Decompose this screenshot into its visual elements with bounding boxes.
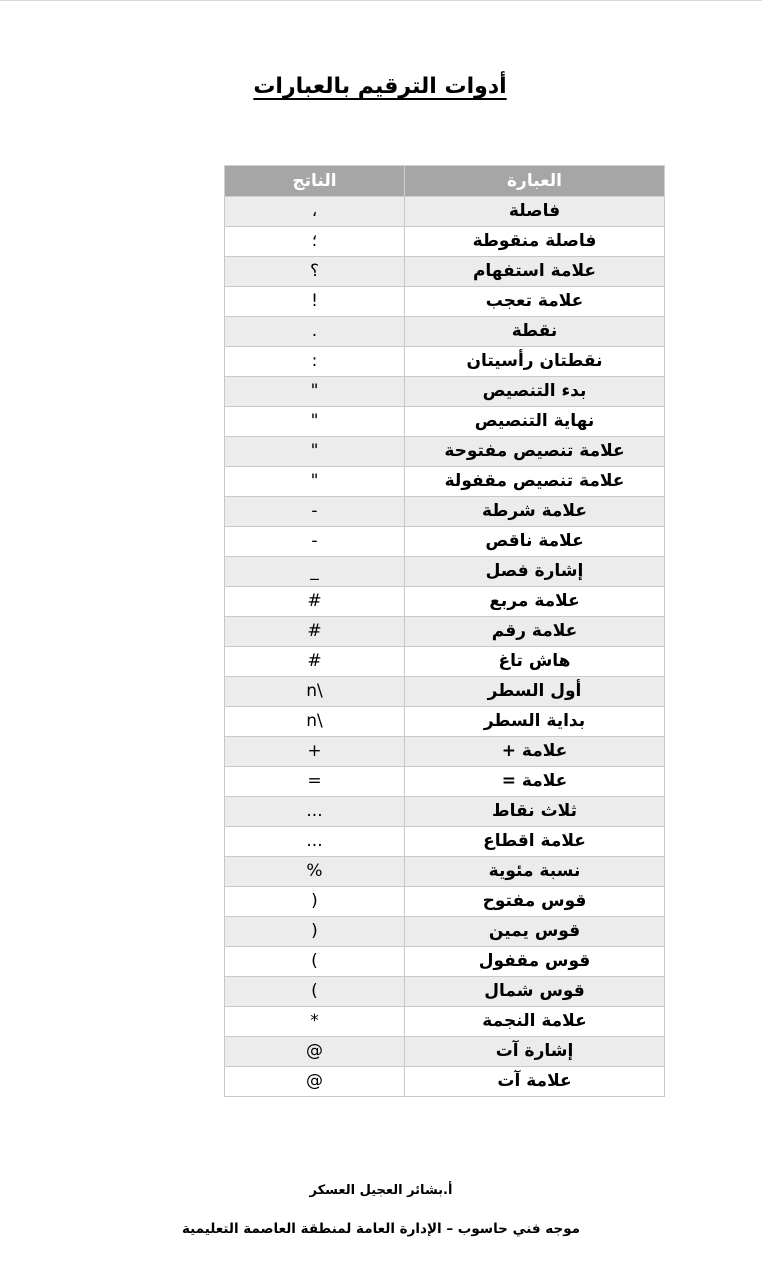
result-cell: # bbox=[225, 647, 405, 677]
table-row bbox=[225, 557, 665, 587]
phrase-cell: قوس مفتوح bbox=[405, 887, 665, 917]
page-title-text: أدوات الترقيم بالعبارات bbox=[253, 74, 507, 99]
phrase-cell: أول السطر bbox=[405, 677, 665, 707]
table-row bbox=[225, 497, 665, 527]
table-row bbox=[225, 317, 665, 347]
result-cell: ( bbox=[225, 977, 405, 1007]
phrase-cell: علامة + bbox=[405, 737, 665, 767]
phrase-cell: إشارة فصل bbox=[405, 557, 665, 587]
phrase-cell: هاش تاغ bbox=[405, 647, 665, 677]
table-row bbox=[225, 1067, 665, 1097]
table-row bbox=[225, 767, 665, 797]
table-header-row bbox=[225, 166, 665, 197]
phrase-cell: علامة تنصيص مفتوحة bbox=[405, 437, 665, 467]
table-row bbox=[225, 257, 665, 287]
result-cell: ... bbox=[225, 827, 405, 857]
table-row bbox=[225, 1007, 665, 1037]
table-row bbox=[225, 857, 665, 887]
phrase-cell: فاصلة منقوطة bbox=[405, 227, 665, 257]
result-cell: ؛ bbox=[225, 227, 405, 257]
table-row bbox=[225, 1037, 665, 1067]
result-cell: # bbox=[225, 587, 405, 617]
table-row bbox=[225, 227, 665, 257]
table-row bbox=[225, 197, 665, 227]
result-cell: @ bbox=[225, 1067, 405, 1097]
phrase-cell: علامة النجمة bbox=[405, 1007, 665, 1037]
phrase-cell: علامة ناقص bbox=[405, 527, 665, 557]
phrase-cell: نقطتان رأسيتان bbox=[405, 347, 665, 377]
result-cell: ( bbox=[225, 947, 405, 977]
table-row bbox=[225, 467, 665, 497]
table-row bbox=[225, 977, 665, 1007]
author-position bbox=[0, 1221, 762, 1237]
page-top-border bbox=[0, 0, 762, 1]
author-position-text: موجه فني حاسوب – الإدارة العامة لمنطقة العاصمة التعليمية bbox=[181, 1221, 581, 1237]
result-cell: * bbox=[225, 1007, 405, 1037]
table-body bbox=[225, 197, 665, 1097]
result-cell: - bbox=[225, 527, 405, 557]
phrase-cell: قوس يمين bbox=[405, 917, 665, 947]
phrase-cell: قوس شمال bbox=[405, 977, 665, 1007]
phrase-cell: نقطة bbox=[405, 317, 665, 347]
result-cell: " bbox=[225, 407, 405, 437]
result-cell: ... bbox=[225, 797, 405, 827]
author-name-text: أ.بشائر العجيل العسكر bbox=[309, 1183, 453, 1198]
phrase-cell: نسبة مئوية bbox=[405, 857, 665, 887]
result-cell: : bbox=[225, 347, 405, 377]
result-cell: # bbox=[225, 617, 405, 647]
phrase-cell: علامة = bbox=[405, 767, 665, 797]
phrase-cell: علامة تنصيص مقفولة bbox=[405, 467, 665, 497]
header-result: الناتج bbox=[225, 166, 405, 197]
phrase-cell: علامة اقطاع bbox=[405, 827, 665, 857]
table-row bbox=[225, 437, 665, 467]
table-row bbox=[225, 707, 665, 737]
result-cell: - bbox=[225, 497, 405, 527]
result-cell: ) bbox=[225, 887, 405, 917]
result-cell: " bbox=[225, 437, 405, 467]
table-row bbox=[225, 887, 665, 917]
phrase-cell: ثلاث نقاط bbox=[405, 797, 665, 827]
header-phrase: العبارة bbox=[405, 166, 665, 197]
phrase-cell: علامة استفهام bbox=[405, 257, 665, 287]
table-row bbox=[225, 917, 665, 947]
author-name bbox=[0, 1183, 762, 1198]
table-row bbox=[225, 647, 665, 677]
result-cell: ، bbox=[225, 197, 405, 227]
phrase-cell: علامة مربع bbox=[405, 587, 665, 617]
result-cell: n\ bbox=[225, 707, 405, 737]
phrase-cell: فاصلة bbox=[405, 197, 665, 227]
table-row bbox=[225, 347, 665, 377]
table-row bbox=[225, 587, 665, 617]
result-cell: ؟ bbox=[225, 257, 405, 287]
result-cell: _ bbox=[225, 557, 405, 587]
phrase-cell: علامة آت bbox=[405, 1067, 665, 1097]
phrase-cell: قوس مقفول bbox=[405, 947, 665, 977]
result-cell: " bbox=[225, 467, 405, 497]
table-row bbox=[225, 377, 665, 407]
result-cell: = bbox=[225, 767, 405, 797]
table-row bbox=[225, 737, 665, 767]
phrase-cell: بدء التنصيص bbox=[405, 377, 665, 407]
table-row bbox=[225, 797, 665, 827]
phrase-cell: إشارة آت bbox=[405, 1037, 665, 1067]
result-cell: n\ bbox=[225, 677, 405, 707]
result-cell: " bbox=[225, 377, 405, 407]
result-cell: @ bbox=[225, 1037, 405, 1067]
table-row bbox=[225, 947, 665, 977]
result-cell: ! bbox=[225, 287, 405, 317]
result-cell: % bbox=[225, 857, 405, 887]
table-row bbox=[225, 827, 665, 857]
result-cell: + bbox=[225, 737, 405, 767]
phrase-cell: علامة شرطة bbox=[405, 497, 665, 527]
table-row bbox=[225, 287, 665, 317]
table-row bbox=[225, 407, 665, 437]
page-title bbox=[0, 74, 762, 99]
table-row bbox=[225, 527, 665, 557]
table-row bbox=[225, 617, 665, 647]
result-cell: . bbox=[225, 317, 405, 347]
phrase-cell: نهاية التنصيص bbox=[405, 407, 665, 437]
phrase-cell: بداية السطر bbox=[405, 707, 665, 737]
result-cell: ) bbox=[225, 917, 405, 947]
punctuation-table bbox=[224, 165, 665, 1097]
phrase-cell: علامة رقم bbox=[405, 617, 665, 647]
table-row bbox=[225, 677, 665, 707]
phrase-cell: علامة تعجب bbox=[405, 287, 665, 317]
